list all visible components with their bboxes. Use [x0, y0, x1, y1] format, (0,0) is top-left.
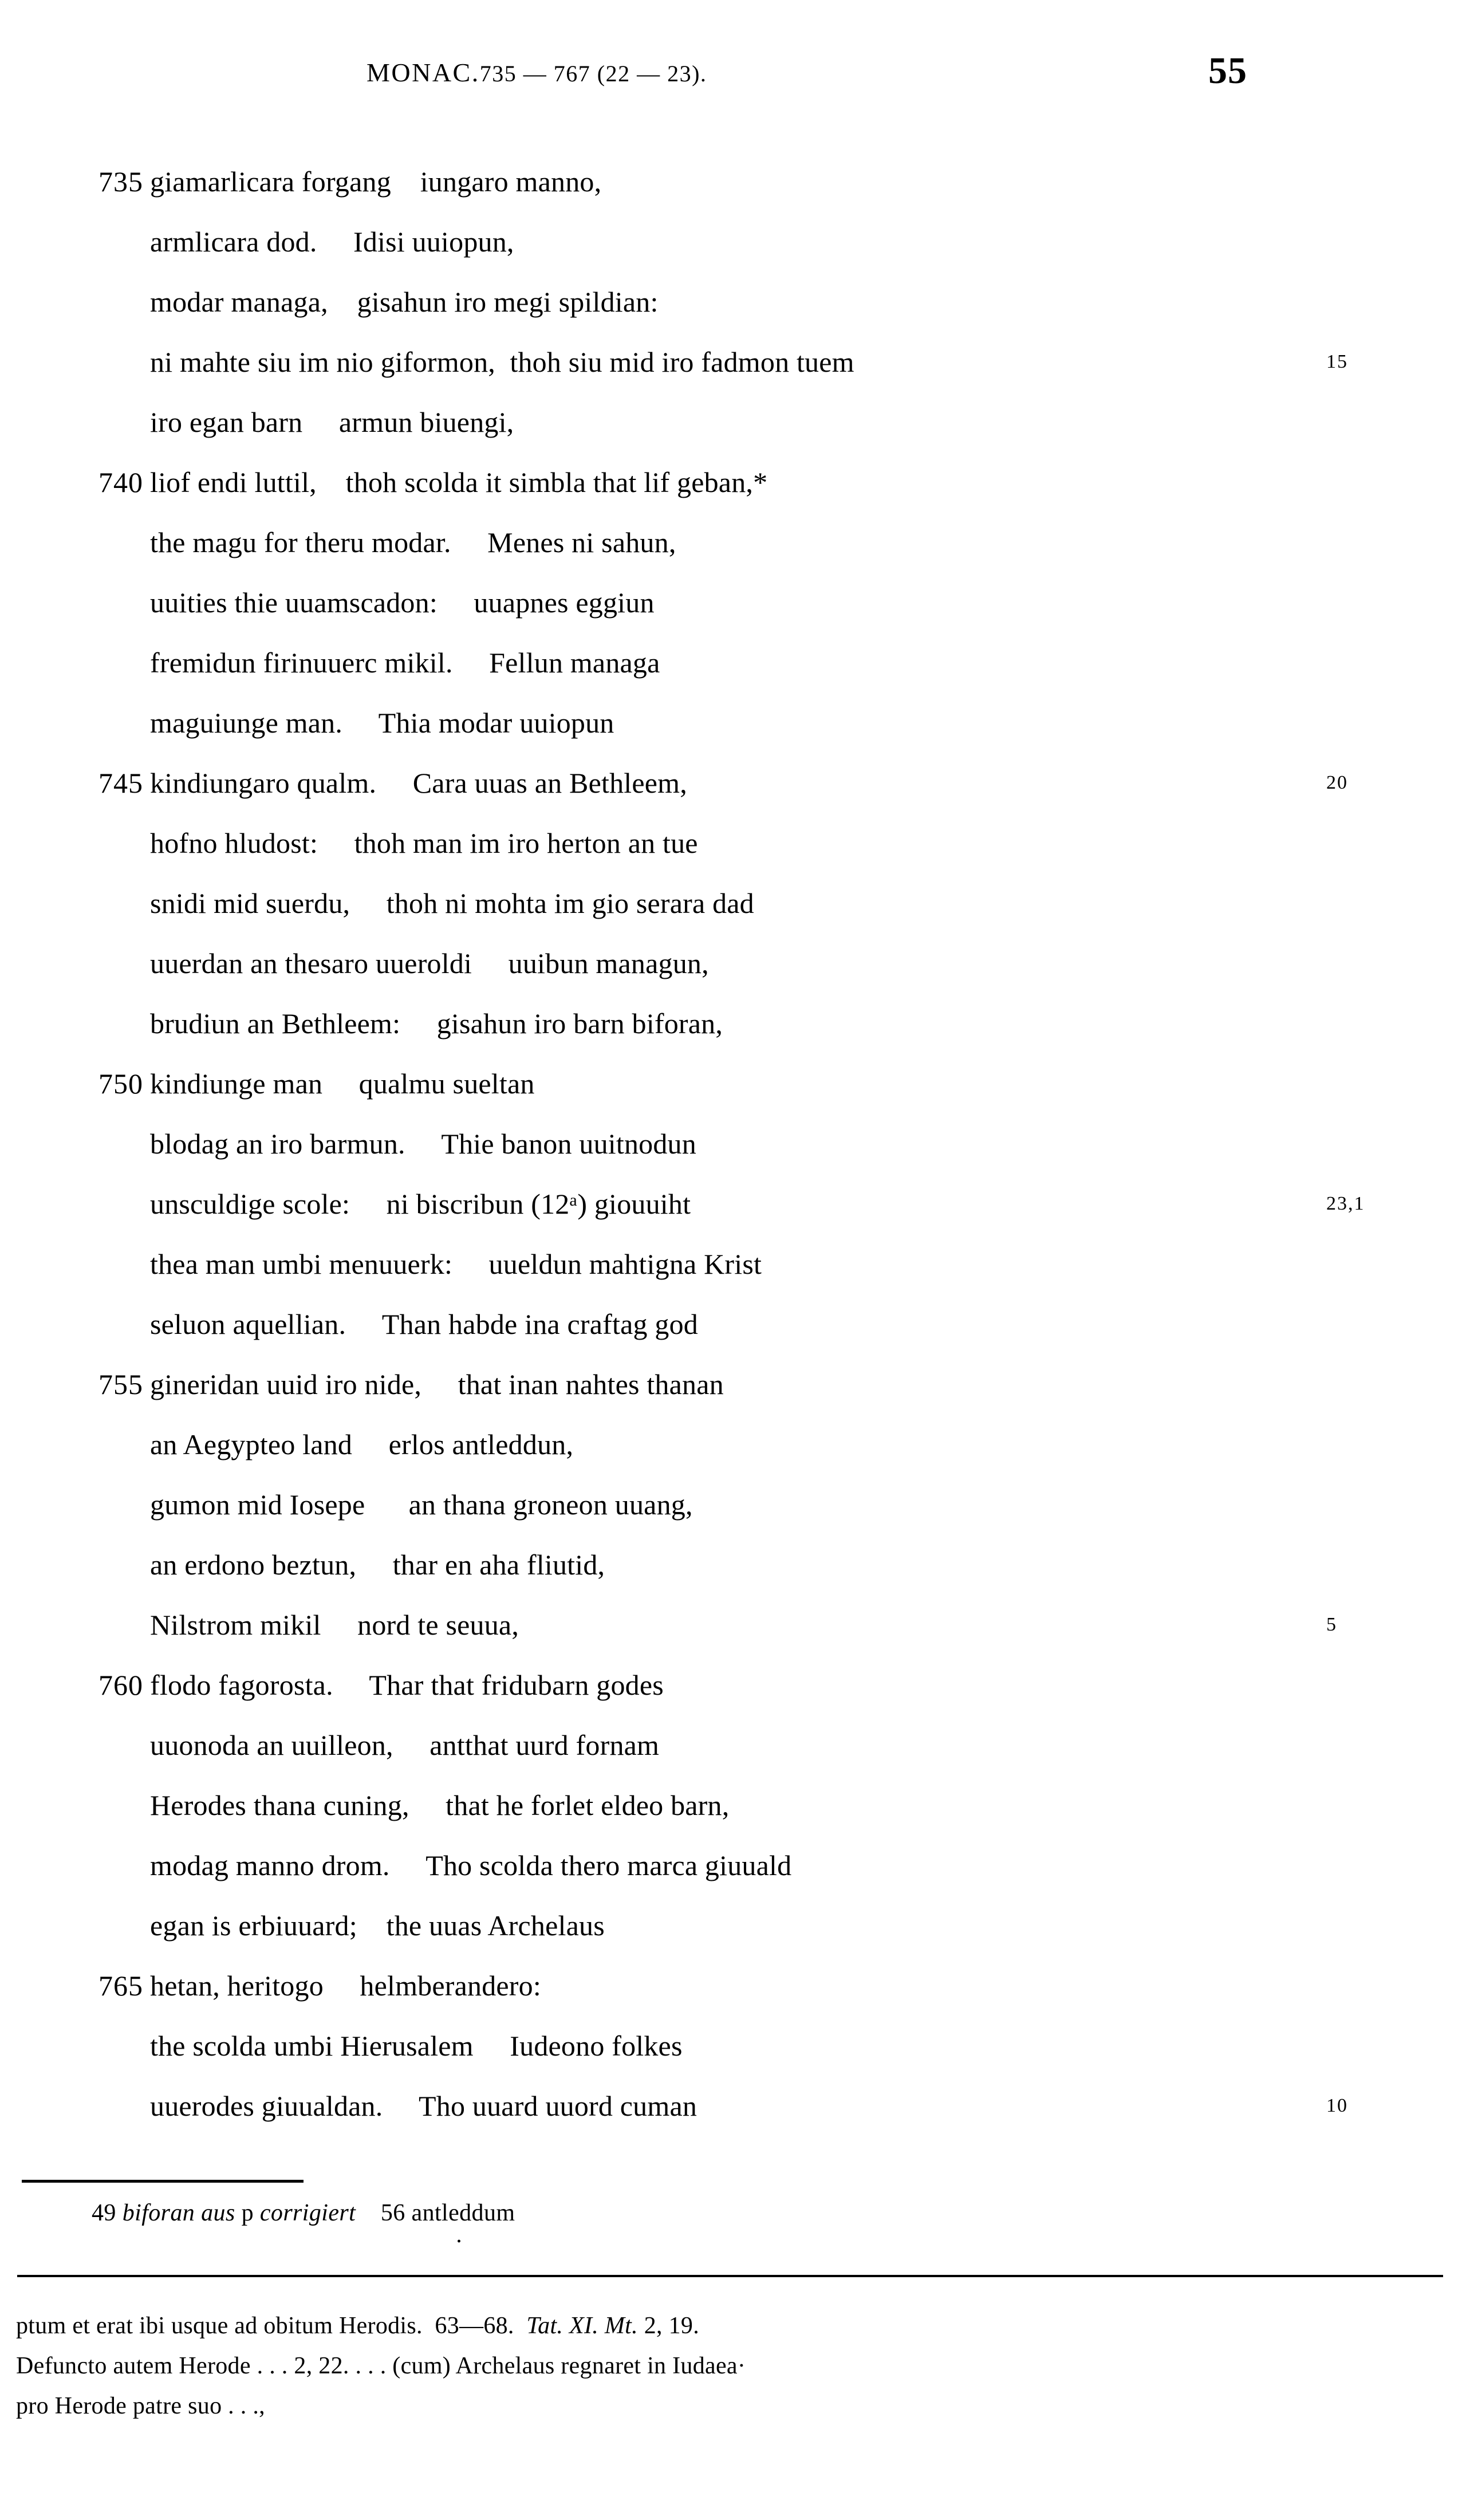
margin-reference-number: 20: [1326, 772, 1348, 793]
verse-line: [0, 2089, 1466, 2149]
verse-line-text: iro egan barn armun biuengi,: [150, 406, 514, 438]
verse-line: [0, 1127, 1466, 1187]
verse-line-text: flodo fagorosta. Thar that fridubarn godes: [150, 1669, 664, 1701]
variant-1-line-number: 49: [92, 2200, 116, 2226]
verse-line: [0, 225, 1466, 285]
verse-line: [0, 466, 1466, 526]
verse-line: [0, 887, 1466, 947]
verse-line: [0, 285, 1466, 345]
verse-line: [0, 1969, 1466, 2029]
apparatus-rule-sources: [17, 2275, 1443, 2277]
verse-line: [0, 345, 1466, 405]
verse-line: [0, 1247, 1466, 1308]
verse-line-text: Herodes thana cuning, that he forlet eldeo barn,: [150, 1789, 730, 1821]
verse-line-text: giamarlicara forgang iungaro manno,: [150, 166, 602, 198]
verse-line-text: an erdono beztun, thar en aha fliutid,: [150, 1549, 605, 1581]
verse-line-text: maguiunge man. Thia modar uuiopun: [150, 707, 614, 739]
verse-line-text: hofno hludost: thoh man im iro herton an tue: [150, 827, 698, 859]
page-number: 55: [1208, 50, 1247, 92]
verse-line-text: thea man umbi menuuerk: uueldun mahtigna Krist: [150, 1248, 762, 1280]
verse-line: [0, 526, 1466, 586]
apparatus-variants: [92, 2199, 515, 2227]
verse-line-number: 760: [98, 1669, 143, 1701]
margin-reference-number: 5: [1326, 1614, 1337, 1635]
verse-line-text: the magu for theru modar. Menes ni sahun,: [150, 526, 676, 558]
verse-line-number: 745: [98, 767, 143, 799]
variant-2-lemma: antleddum ·: [412, 2199, 515, 2227]
running-head-title: [366, 57, 707, 88]
verse-line-text: modag manno drom. Tho scolda thero marca giuuald: [150, 1849, 792, 1881]
source-line-1-a: ptum et erat ibi usque ad obitum Herodis. 63—68.: [16, 2313, 527, 2339]
verse-line-text: liof endi luttil, thoh scolda it simbla that lif geban,*: [150, 466, 768, 498]
verse-line: [0, 766, 1466, 826]
verse-line: [0, 1849, 1466, 1909]
verse-line-number: 765: [98, 1970, 143, 2002]
verse-line: [0, 405, 1466, 466]
verse-line-text: armlicara dod. Idisi uuiopun,: [150, 226, 514, 258]
verse-line-text: gineridan uuid iro nide, that inan nahtes thanan: [150, 1368, 724, 1400]
margin-reference-number: 10: [1326, 2095, 1348, 2116]
verse-line-text: brudiun an Bethleem: gisahun iro barn biforan,: [150, 1007, 723, 1040]
source-line-2: Defuncto autem Herode . . . 2, 22. . . . (cum) Archelaus regnaret in Iudaea·: [16, 2353, 746, 2379]
verse-line: [0, 1909, 1466, 1969]
verse-line: [0, 1789, 1466, 1849]
variant-2-line-number: 56: [380, 2200, 405, 2226]
verse-line-text: seluon aquellian. Than habde ina craftag god: [150, 1308, 698, 1340]
verse-line: [0, 1548, 1466, 1608]
verse-block: [0, 165, 1466, 2149]
verse-line-text: gumon mid Iosepe an thana groneon uuang,: [150, 1489, 693, 1521]
verse-line-text: fremidun firinuuerc mikil. Fellun managa: [150, 647, 660, 679]
margin-reference-number: 23,1: [1326, 1193, 1365, 1214]
running-head: [0, 50, 1466, 103]
verse-line-number: 755: [98, 1368, 143, 1400]
verse-line-text: hetan, heritogo helmberandero:: [150, 1970, 541, 2002]
variant-1-source-sigil: p: [241, 2200, 254, 2226]
verse-line: [0, 1428, 1466, 1488]
source-line-1-b: 2, 19.: [637, 2313, 700, 2339]
verse-line: [0, 646, 1466, 706]
verse-line-text: modar managa, gisahun iro megi spildian:: [150, 286, 659, 318]
verse-line-text: blodag an iro barmun. Thie banon uuitnodun: [150, 1128, 696, 1160]
verse-line-text: kindiungaro qualm. Cara uuas an Bethleem,: [150, 767, 687, 799]
verse-line: [0, 1187, 1466, 1247]
apparatus-rule-variants: [22, 2180, 304, 2183]
apparatus-sources: [16, 2306, 746, 2426]
verse-line: [0, 1728, 1466, 1789]
verse-line: [0, 706, 1466, 766]
verse-line: [0, 165, 1466, 225]
variant-1-note: corrigiert: [259, 2200, 356, 2226]
verse-line-text: kindiunge man qualmu sueltan: [150, 1068, 535, 1100]
verse-line-number: 750: [98, 1068, 143, 1100]
verse-line: [0, 586, 1466, 646]
verse-line: [0, 1608, 1466, 1668]
source-line-1-citation: Tat. XI. Mt.: [526, 2313, 638, 2339]
verse-line-text: unsculdige scole: ni biscribun (12ᵃ) giouuiht: [150, 1188, 691, 1220]
verse-line-text: egan is erbiuuard; the uuas Archelaus: [150, 1909, 605, 1942]
verse-line-text: an Aegypteo land erlos antleddun,: [150, 1428, 574, 1460]
verse-line: [0, 947, 1466, 1007]
verse-line-text: snidi mid suerdu, thoh ni mohta im gio serara dad: [150, 887, 754, 919]
source-line-3: pro Herode patre suo . . .,: [16, 2393, 265, 2419]
verse-line: [0, 2029, 1466, 2089]
verse-line: [0, 1308, 1466, 1368]
variant-1-source-word: aus: [201, 2200, 235, 2226]
verse-line-text: the scolda umbi Hierusalem Iudeono folkes: [150, 2030, 683, 2062]
verse-line-number: 735: [98, 166, 143, 198]
margin-reference-number: 15: [1326, 351, 1348, 372]
verse-line: [0, 1668, 1466, 1728]
verse-line-text: ni mahte siu im nio giformon, thoh siu mid iro fadmon tuem: [150, 346, 854, 378]
running-head-lines: 735 — 767 (22 — 23).: [479, 61, 707, 86]
verse-line-text: uuonoda an uuilleon, antthat uurd fornam: [150, 1729, 660, 1761]
verse-line: [0, 826, 1466, 887]
verse-line: [0, 1067, 1466, 1127]
verse-line-text: uuerodes giuualdan. Tho uuard uuord cuman: [150, 2090, 697, 2122]
verse-line: [0, 1007, 1466, 1067]
verse-line-number: 740: [98, 466, 143, 498]
variant-1-lemma: biforan: [122, 2200, 195, 2226]
running-head-work: MONAC.: [366, 58, 480, 87]
verse-line: [0, 1488, 1466, 1548]
verse-line-text: uuerdan an thesaro uueroldi uuibun managun,: [150, 947, 709, 979]
verse-line-text: Nilstrom mikil nord te seuua,: [150, 1609, 519, 1641]
verse-line: [0, 1368, 1466, 1428]
verse-line-text: uuities thie uuamscadon: uuapnes eggiun: [150, 586, 655, 619]
